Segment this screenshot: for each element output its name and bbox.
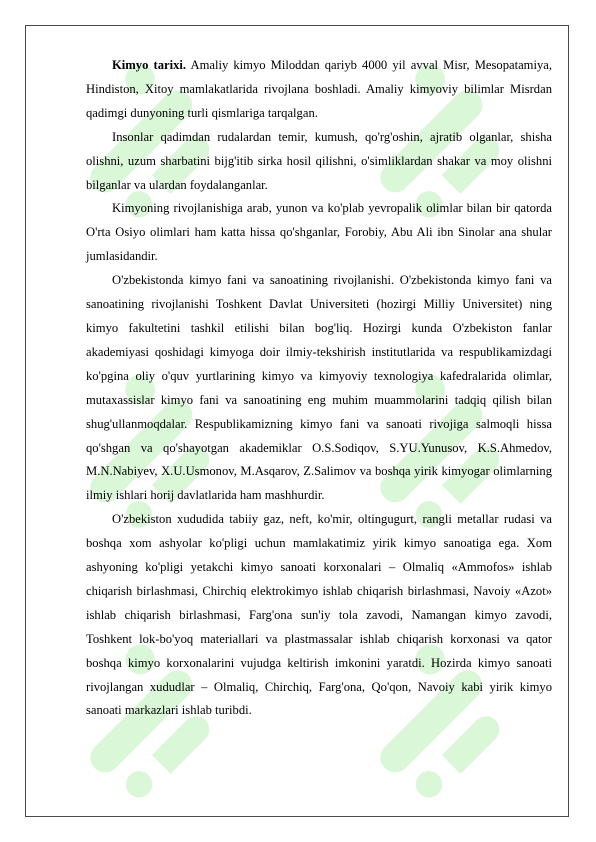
section-heading: Kimyo tarixi. — [112, 58, 187, 72]
paragraph: Kimyoning rivojlanishiga arab, yunon va ko'plab yevropalik olimlar bilan bir qatorda O'rta Osiyo olimlari ham katta hissa qo'shganlar, Forobiy, Abu Ali ibn Sinolar ana shular jumlasidandir. — [86, 201, 552, 264]
paragraph-text: Amaliy kimyo Miloddan qariyb 4000 yil avval Misr, Mesopatamiya, Hindiston, Xitoy mamlakatlarida rivojlana boshladi. Amaliy kimyoviy bilimlar Misrdan qadimgi dunyoning turli qismlariga tarqalgan. — [86, 58, 552, 120]
document-body — [86, 54, 552, 723]
paragraph: O'zbekiston xududida tabiiy gaz, neft, ko'mir, oltingugurt, rangli metallar rudasi va boshqa xom ashyolar ko'pligi uchun mamlakatimiz yirik kimyo sanoatiga ega. Xom ashyoning ko'pligi yetakchi kimyo sanoati korxonalari – Olmaliq «Ammofos» ishlab chiqarish birlashmasi, Chirchiq elektrokimyo ishlab chiqarish birlashmasi, Navoiy «Azot» ishlab chiqarish birlashmasi, Farg'ona sun'iy tola zavodi, Namangan kimyo zavodi, Toshkent lok-bo'yoq materiallari va plastmassalar ishlab chiqarish korxonasi va qator boshqa kimyo korxonalarini vujudga keltirish imkonini yaratdi. Hozirda kimyo sanoati rivojlangan xududlar – Olmaliq, Chirchiq, Farg'ona, Qo'qon, Navoiy kabi yirik kimyo sanoati markazlari ishlab turibdi. — [86, 512, 552, 718]
paragraph: O'zbekistonda kimyo fani va sanoatining rivojlanishi. O'zbekistonda kimyo fani va sanoatining rivojlanishi Toshkent Davlat Universiteti (hozirgi Milliy Universitet) ning kimyo fakultetini tashkil etilishi bilan bog'liq. Hozirgi kunda O'zbekiston fanlar akademiyasi qoshidagi kimyoga doir ilmiy-tekshirish institutlarida va respublikamizdagi ko'pgina oliy o'quv yurtlarining kimyo va kimyoviy texnologiya kafedralarida olimlar, mutaxassislar kimyo fani va sanoatining eng muhim muammolarini tadqiq qilish bilan shug'ullanmoqdalar. Respublikamizning kimyo fani va sanoati rivojiga salmoqli hissa qo'shgan va qo'shayotgan akademiklar O.S.Sodiqov, S.YU.Yunusov, K.S.Ahmedov, M.N.Nabiyev, X.U.Usmonov, M.Asqarov, Z.Salimov va boshqa yirik kimyogar olimlarning ilmiy ishlari horij davlatlarida ham mashhurdir. — [86, 273, 552, 503]
paragraph-intro — [86, 54, 552, 126]
paragraph: Insonlar qadimdan rudalardan temir, kumush, qo'rg'oshin, ajratib olganlar, shisha olishni, uzum sharbatini bijg'itib sirka hosil qilishni, o'simliklardan shakar va moy olishni bilganlar va ulardan foydalanganlar. — [86, 129, 552, 192]
